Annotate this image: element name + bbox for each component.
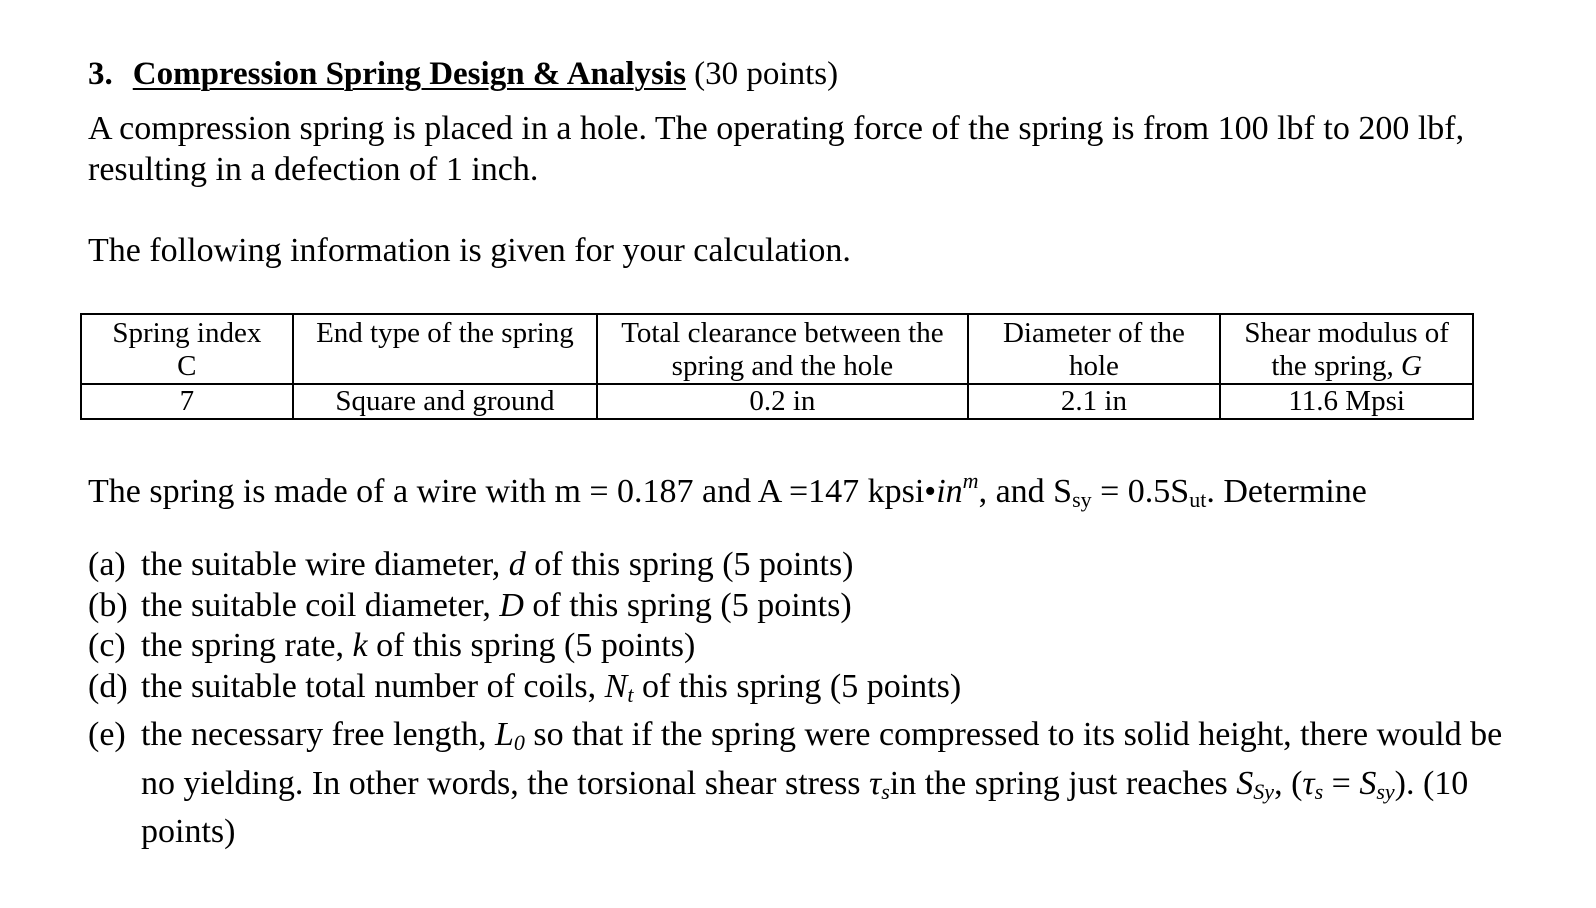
header-end-type: End type of the spring xyxy=(293,314,598,384)
question-heading xyxy=(88,52,838,96)
value-shear-modulus: 11.6 Mpsi xyxy=(1220,384,1473,419)
task-a: (a) the suitable wire diameter, d of this spring (5 points) xyxy=(88,546,854,583)
header-shear-modulus: Shear modulus of the spring, G xyxy=(1220,314,1473,384)
task-list xyxy=(88,545,1508,853)
value-hole-diameter: 2.1 in xyxy=(968,384,1221,419)
intro-paragraph: A compression spring is placed in a hole. The operating force of the spring is from 100 lbf to 200 lbf, resulting in a defection of 1 inch. xyxy=(88,110,1465,188)
header-spring-index: Spring index C xyxy=(81,314,293,384)
wire-properties: The spring is made of a wire with m = 0.187 and A =147 $kpsi•in^m$, and $S_{sy} = 0.5S_{ut}$. Determine xyxy=(88,468,1367,512)
given-intro: The following information is given for your calculation. xyxy=(88,232,851,269)
task-b: (b) the suitable coil diameter, D of this spring (5 points) xyxy=(88,586,852,624)
table-value-row xyxy=(81,384,1473,419)
given-data-table xyxy=(80,313,1474,420)
question-number: 3. xyxy=(88,56,113,92)
task-c: (c) the spring rate, k of this spring (5 points) xyxy=(88,627,696,664)
question-points: (30 points) xyxy=(694,56,839,92)
header-clearance: Total clearance between the spring and the hole xyxy=(597,314,967,384)
value-clearance: 0.2 in xyxy=(597,384,967,419)
task-d: (d) the suitable total number of coils, $N_t$ of this spring (5 points) xyxy=(88,667,962,707)
table-header-row xyxy=(81,314,1473,384)
task-e: (e) the necessary free length, $L_0$ so that if the spring were compressed to its solid height, there would be no yielding. In other words, the torsional shear stress $\tau_sin$ the spring just reaches $S_{Sy}$, $(\tau_s = S_{sy})$. (10 points) xyxy=(88,716,1503,850)
header-hole-diameter: Diameter of the hole xyxy=(968,314,1221,384)
value-end-type: Square and ground xyxy=(293,384,598,419)
value-spring-index: 7 xyxy=(81,384,293,419)
question-title: Compression Spring Design & Analysis xyxy=(132,56,686,92)
